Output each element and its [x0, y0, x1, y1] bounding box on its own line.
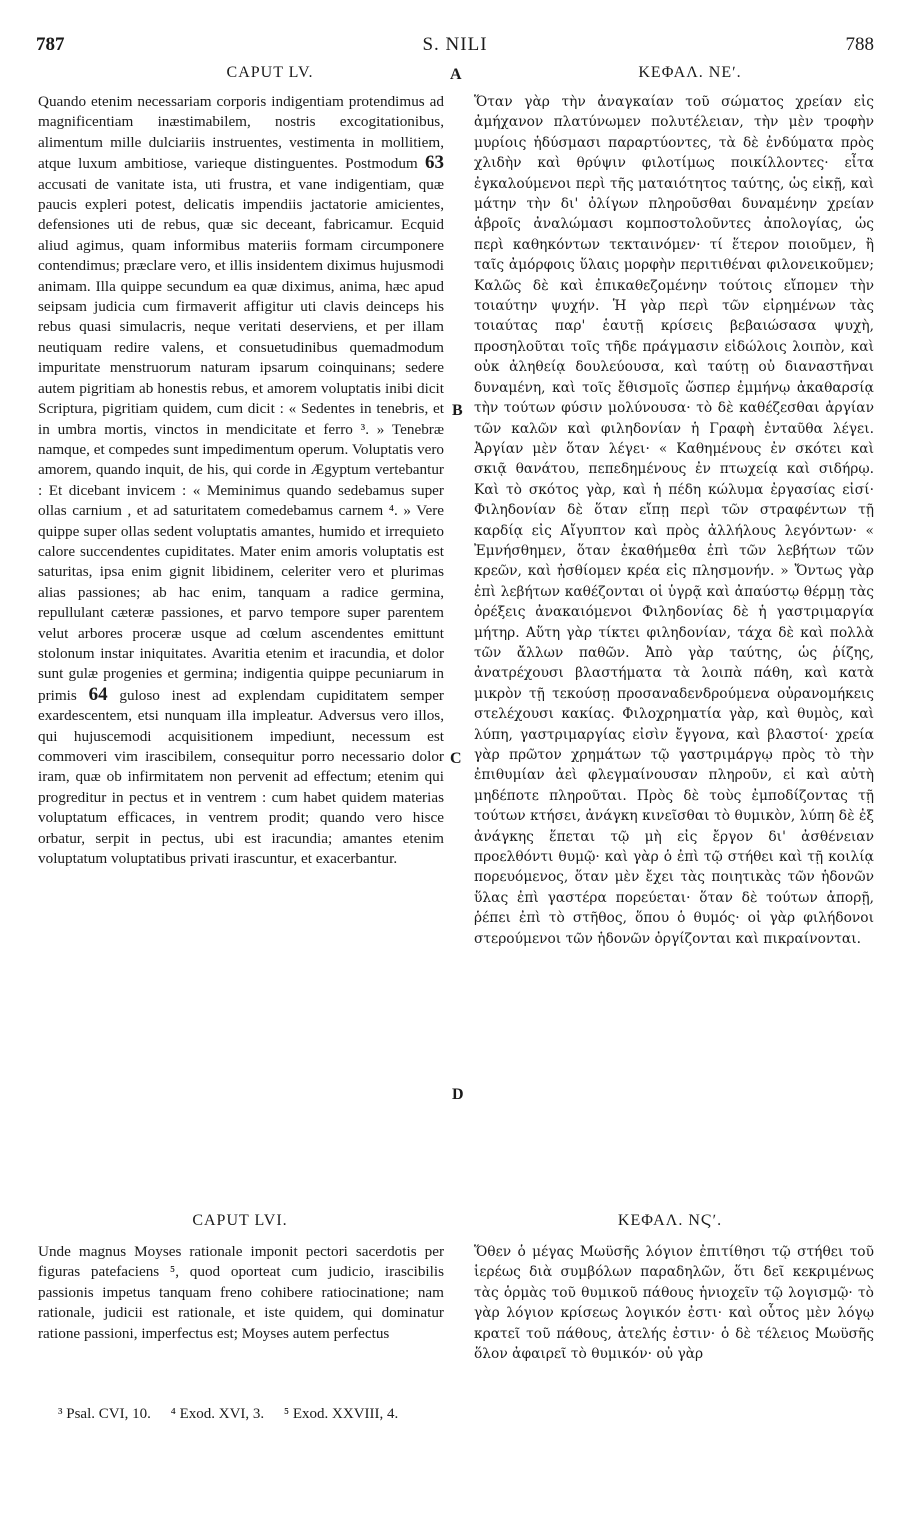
page-header [36, 34, 874, 64]
latin-text-part-2: accusati de vanitate ista, uti frustra, et vane indigentiam, quæ paucis expleri potest, delicatis impendiis jactatorie amicientes, defensiones uti de rebus, quæ sic deceant, fabricamur. Ecquid aliud agimus, quam informibus materiis formam circumponere contendimus; præclare vero, et illis insidentem diximus hujusmodi animam. Illa quippe secundum ea quæ diximus, anima, hæc apud seipsam judicia cum firmaverit affigitur uti clavis deinceps his rebus quasi simulacris, neque veritati deserviens, et per illam neutiquam redire valens, et consuetudinibus quemadmodum impuritate menstruorum naturam ipsarum coinquinans; sedere autem pigritiam ab honestis rebus, et amorem voluptatis inibi dicit Scriptura, pigritiam quidem, cum dicit : « Sedentes in tenebris, et in umbra mortis, vinctos in mendicitate et ferro ³. » Tenebræ namque, et compedes sunt impedimentum operum. Voluptatis vero amorem, quando inquit, de his, qui corde in Ægyptum vertebantur : Et dicebant invicem : « Meminimus quando sedebamus super ollas carnium , et ad saturitatem comedebamus carnem ⁴. » Vere quippe super ollas sedent voluptatis amantes, humido et irrequieto calore succendentes cupiditates. Mater enim amoris voluptatis est saturitas, ipsa enim gignit libidinem, celeriter vero et plurimas alias passiones; ab hac enim, tanquam a radice germina, repullulant cæteræ passiones, et parvo tempore super parentem velut arbores proceræ usque ad cœlum ascendentes emittunt stolonum instar iniquitates. Avaritia etenim et iracundia, et dolor sunt gulæ progenies et germina; indigentia quippe pecuniarum in primis [38, 175, 444, 704]
footnote-3: ³ Psal. CVI, 10. [58, 1406, 151, 1422]
latin-column-caput-56: Unde magnus Moyses rationale imponit pectori sacerdotis per figuras patefaciens ⁵, quod oporteat cum judicio, irascibilis passionis impetus tanquam freno cohibere ratiocinatione; nam rationale, judicii est rationale, et iste quidem, qui dominatur ratione passioni, imperfectus est; Moyses autem perfectus [38, 1243, 444, 1342]
latin-text-part-1: Quando etenim necessariam corporis indigentiam protendimus ad magnificentiam inæstimabilem, nostris excogitationibus, alimentum mille dulciariis instruentes, vestimenta in mollitiem, atque luxum ambitiose, varieque distinguentes. Postmodum [38, 93, 444, 173]
latin-caption-56: CAPUT LVI. [192, 1212, 288, 1229]
footnotes [58, 1406, 414, 1423]
left-page-number: 787 [36, 34, 65, 55]
section-letter-c: C [450, 750, 462, 767]
greek-caption-56: ΚΕΦΑΛ. ΝϚʹ. [617, 1212, 723, 1229]
latin-caption-55: CAPUT LV. [226, 64, 314, 81]
section-letter-a: A [450, 66, 462, 83]
section-letter-d: D [452, 1086, 464, 1103]
marginal-number-63: 63 [425, 152, 445, 174]
footnote-5: ⁵ Exod. XXVIII, 4. [283, 1406, 399, 1422]
right-page-number: 788 [845, 34, 874, 55]
marginal-number-64: 64 [88, 683, 108, 705]
section-letter-b: B [452, 402, 463, 419]
latin-text-part-3: guloso inest ad explendam cupiditatem semper exardescentem, etsi nunquam illa impleatur. Adversus vero illos, qui hujuscemodi acquisitionem impediunt, necessum est commoveri vim irascibilem, consequitur porro necessario dolor iram, quæ ob infirmitatem non pervenit ad effectum; etenim qui progreditur in pectus et in ventrem : cum habet quidem materias voluptatum efficaces, in ventrem prodit; quando vero hisce orbatur, serpit in pectus, ubi est iracundia; amantes etenim voluptatum voluptatibus privati irascuntur, et exacerbantur. [38, 686, 444, 868]
greek-caption-55: ΚΕΦΑΛ. ΝΕʹ. [638, 64, 742, 81]
greek-column-kephal-55: Ὅταν γὰρ τὴν ἀναγκαίαν τοῦ σώματος χρείαν εἰς ἀμήχανον πλατύνωμεν πολυτέλειαν, τὴν μὲν τροφὴν μυρίοις ἡδύσμασι παραρτύοντες, τὰ δὲ ἐνδύματα πρὸς χλιδὴν καὶ θρύψιν φιλοτίμως ποικίλλοντες· εἶτα ἐγκαλούμενοι περὶ τῆς ματαιότητος ταύτης, ὡς εἰκῇ, καὶ μάτην τὴν δι' ὀλίγων πληροῦσθαι δυναμένην χρείαν ἁβροῖς ἀναλώμασι κομποστολοῦντες ἀπολογίας, ὡς περὶ καθηκόντων τεκταινόμεν· τί ἕτερον ποιοῦμεν, ἢ ταῖς ἀμόρφοις ὕλαις μορφὴν περιτιθέναι φιλονεικοῦμεν; Καλῶς δὲ καὶ ἐπικαθεζομένην τούτοις εἴπομεν τὴν τοιαύτην ψυχήν. Ἡ γὰρ περὶ τῶν εἰρημένων τὰς τοιαύτας παρ' ἑαυτῇ κρίσεις βεβαιώσασα ψυχὴ, προσηλοῦται τοῖς τῆδε πράγμασιν εἰδώλοις λοιπὸν, καὶ οὐκ ἀληθείᾳ δουλεύουσα, καὶ ταύτῃ οὐ διαναστῆναι δυναμένη, καὶ τοῖς ἔθισμοῖς ὥσπερ ἐμμήνῳ ἀκαθαρσίᾳ τὴν τούτων φύσιν μολύνουσα· τὸ δὲ καθέζεσθαι ἀργίαν τῶν καλῶν καὶ φιληδονίαν ἡ Γραφὴ ἐνταῦθα λέγει. Ἀργίαν μὲν ὅταν λέγει· « Καθημένους ἐν σκότει καὶ σκιᾷ θανάτου, πεπεδημένους ἐν πτωχείᾳ καὶ σιδήρῳ. Καὶ τὸ σκότος γὰρ, καὶ ἡ πέδη κώλυμα ἐργασίας εἰσί· Φιληδονίαν δὲ ὅταν εἴπῃ περὶ τῶν στραφέντων τῇ καρδίᾳ εἰς Αἴγυπτον καὶ πρὸς ἀλλήλους λεγόντων· « Ἐμνήσθημεν, ὅταν ἐκαθήμεθα ἐπὶ τῶν λεβήτων τῶν κρεῶν, καὶ ἠσθίομεν κρέα εἰς πλησμονήν. » Ὄντως γὰρ ἐπὶ λεβήτων καθέζονται οἱ ὑγρᾷ καὶ ἀπαύστῳ θέρμῃ τὰς ὀρέξεις ἀνακαιόμενοι Φιληδονίας δὲ ἡ γαστριμαργία μήτηρ. Αὕτη γὰρ τίκτει φιληδονίαν, τάχα δὲ καὶ πολλὰ τῶν ἄλλων παθῶν. Ἀπὸ γὰρ ταύτης, ὡς ῥίζης, ἀνατρέχουσι βλαστήματα τὰ λοιπὰ πάθη, καὶ κατὰ μικρὸν τῇ τεκούσῃ προσαναδενδρούμενα οὐρανομήκεις στελέχουσι κακίας. Φιλοχρηματία γὰρ, καὶ θυμὸς, καὶ λύπη, γαστριμαργίας εἰσὶν ἔγγονα, καὶ βλαστοί· χρεία γὰρ πρῶτον χρημάτων τῷ γαστριμάργῳ πρὸς τὸ τὴν ἐπιθυμίαν ἀεὶ φλεγμαίνουσαν πληροῦν, εἰ καὶ αὐτὴ μηδέποτε πληροῦται. Πρὸς δὲ τοὺς ἐμποδίζοντας τῇ τούτων κτήσει, ἀνάγκη κινεῖσθαι τὸ θυμικὸν, λύπη δὲ ἐξ ἀνάγκης ἕπεται τῷ μὴ εἰς ἔργον δι' ἀσθένειαν προελθόντι θυμῷ· καὶ γὰρ ὁ ἐπὶ τῷ στήθει καὶ τῇ κοιλίᾳ πορευόμενος, ὅταν μὲν ἔχει τὰς ποιητικὰς τῶν ἡδονῶν ὕλας ἐπὶ γαστέρα πορεύεται· ὅταν δὲ τούτων ἀπορῇ, ῥέπει ἐπὶ τὸ στῆθος, ὅπου ὁ θυμός· οἱ γὰρ φιλήδονοι στερούμενοι τῶν ἡδονῶν ὀργίζονται καὶ πικραίνονται. [474, 94, 874, 947]
greek-column-kephal-56: Ὅθεν ὁ μέγας Μωϋσῆς λόγιον ἐπιτίθησι τῷ στήθει τοῦ ἱερέως διὰ συμβόλων παραδηλῶν, ὅτι δεῖ κεκριμένως τὰς ὁρμὰς τοῦ θυμικοῦ πάθους ἡνιοχεῖν τῷ λογισμῷ· τὸ γὰρ λόγιον κρίσεως λογικόν ἐστι· καὶ οὗτος μὲν λόγῳ κρατεῖ τοῦ πάθους, ἀτελής ἐστιν· ὁ δὲ τέλειος Μωϋσῆς ὅλον ἀφαιρεῖ τὸ θυμικόν· οὐ γὰρ [474, 1244, 874, 1363]
latin-column-caput-55 [38, 92, 444, 869]
footnote-4: ⁴ Exod. XVI, 3. [170, 1406, 265, 1422]
running-title: S. NILI [422, 34, 488, 55]
